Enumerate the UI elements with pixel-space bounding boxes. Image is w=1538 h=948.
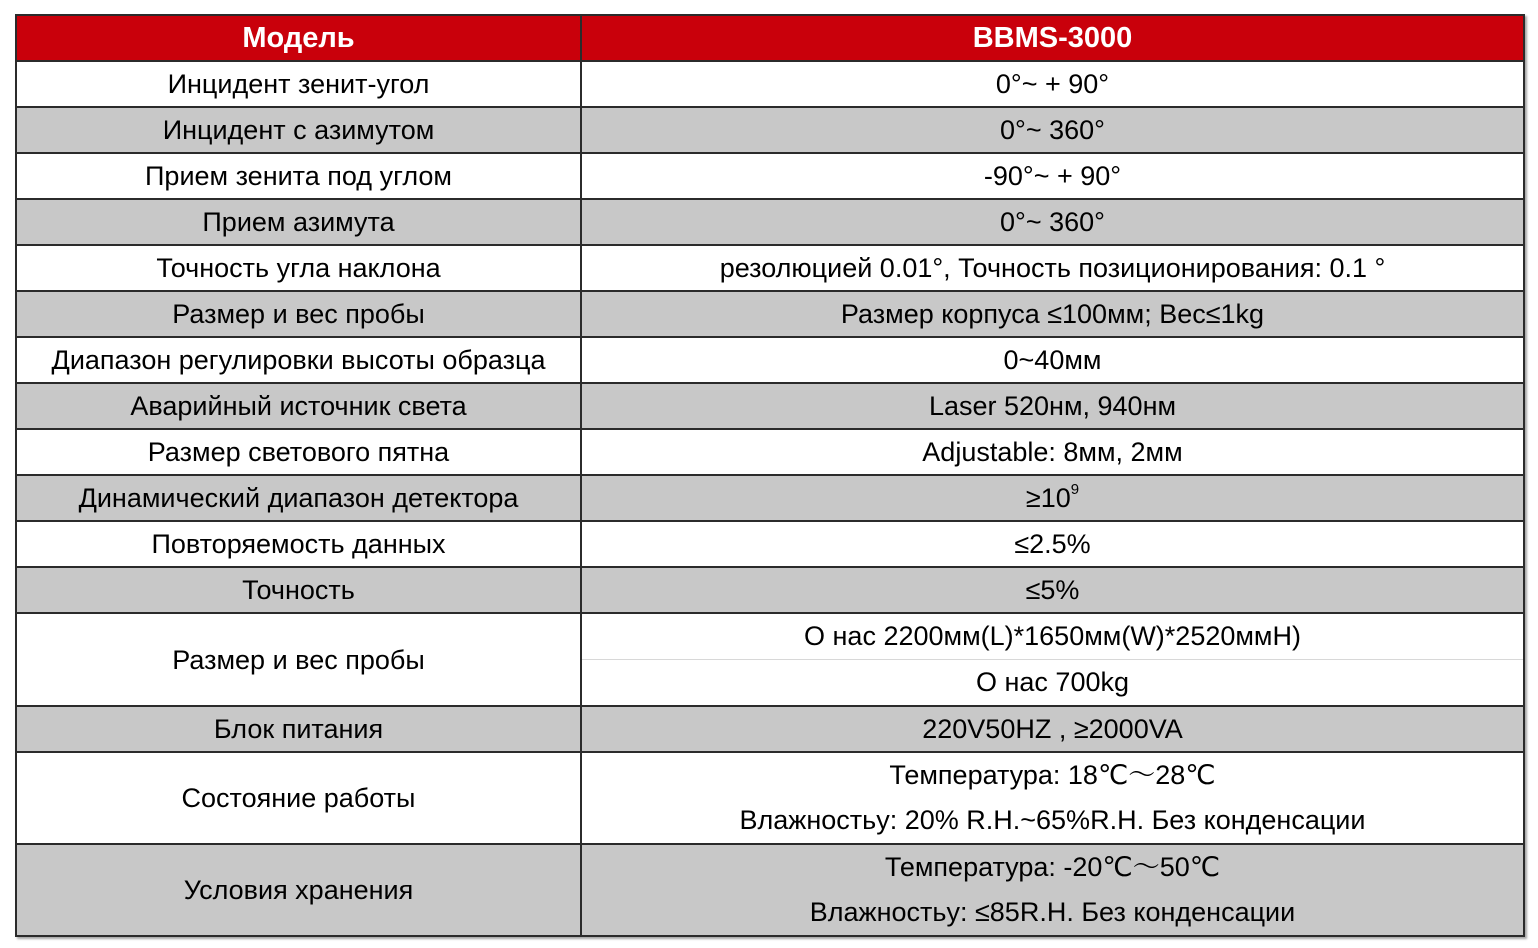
header-model-value: BBMS-3000 xyxy=(581,15,1524,61)
table-header-row xyxy=(16,15,1524,61)
spec-name: Блок питания xyxy=(16,706,581,752)
table-row xyxy=(16,567,1524,613)
table-row xyxy=(16,245,1524,291)
spec-name: Точность xyxy=(16,567,581,613)
spec-name: Повторяемость данных xyxy=(16,521,581,567)
spec-value: -90°~ + 90° xyxy=(581,153,1524,199)
table-row xyxy=(16,752,1524,844)
spec-value-exponent: 9 xyxy=(1070,481,1080,498)
spec-value xyxy=(581,752,1524,844)
spec-value-base: ≥10 xyxy=(1025,483,1071,513)
table-row xyxy=(16,199,1524,245)
spec-value xyxy=(581,613,1524,706)
spec-value: ≤2.5% xyxy=(581,521,1524,567)
spec-value xyxy=(581,844,1524,936)
specifications-table xyxy=(15,14,1525,937)
table-row xyxy=(16,291,1524,337)
spec-value-line: Влажностьу: 20% R.H.~65%R.H. Без конденсации xyxy=(739,805,1366,835)
spec-name: Состояние работы xyxy=(16,752,581,844)
table-row xyxy=(16,107,1524,153)
table-row xyxy=(16,475,1524,521)
spec-name: Прием азимута xyxy=(16,199,581,245)
spec-value: Размер корпуса ≤100мм; Вес≤1kg xyxy=(581,291,1524,337)
spec-name: Прием зенита под углом xyxy=(16,153,581,199)
table-row xyxy=(16,706,1524,752)
spec-value: 220V50HZ , ≥2000VA xyxy=(581,706,1524,752)
spec-name: Точность угла наклона xyxy=(16,245,581,291)
spec-name: Размер светового пятна xyxy=(16,429,581,475)
spec-value-line: Температура: 18℃～28℃ xyxy=(889,760,1216,790)
spec-name: Размер и вес пробы xyxy=(16,613,581,706)
header-model-label: Модель xyxy=(16,15,581,61)
table-row xyxy=(16,383,1524,429)
spec-value: 0°~ + 90° xyxy=(581,61,1524,107)
spec-value-line: О нас 2200мм(L)*1650мм(W)*2520ммH) xyxy=(804,621,1301,651)
table-row xyxy=(16,613,1524,706)
table-row xyxy=(16,337,1524,383)
spec-name: Инцидент с азимутом xyxy=(16,107,581,153)
spec-value: резолюцией 0.01°, Точность позиционирования: 0.1 ° xyxy=(581,245,1524,291)
spec-value: ≤5% xyxy=(581,567,1524,613)
spec-value-line: Влажностьу: ≤85R.H. Без конденсации xyxy=(809,897,1296,927)
table-row xyxy=(16,521,1524,567)
spec-value-line: Температура: -20℃～50℃ xyxy=(884,852,1221,882)
table-row xyxy=(16,844,1524,936)
spec-name: Условия хранения xyxy=(16,844,581,936)
spec-name: Инцидент зенит-угол xyxy=(16,61,581,107)
spec-value: Adjustable: 8мм, 2мм xyxy=(581,429,1524,475)
spec-value: 0~40мм xyxy=(581,337,1524,383)
spec-value: Laser 520нм, 940нм xyxy=(581,383,1524,429)
spec-name: Размер и вес пробы xyxy=(16,291,581,337)
spec-name: Динамический диапазон детектора xyxy=(16,475,581,521)
table-row xyxy=(16,61,1524,107)
table-row xyxy=(16,429,1524,475)
spec-value xyxy=(581,475,1524,521)
spec-value: 0°~ 360° xyxy=(581,107,1524,153)
spec-value: 0°~ 360° xyxy=(581,199,1524,245)
spec-value-line: О нас 700kg xyxy=(582,659,1523,705)
spec-name: Аварийный источник света xyxy=(16,383,581,429)
table-row xyxy=(16,153,1524,199)
spec-name: Диапазон регулировки высоты образца xyxy=(16,337,581,383)
